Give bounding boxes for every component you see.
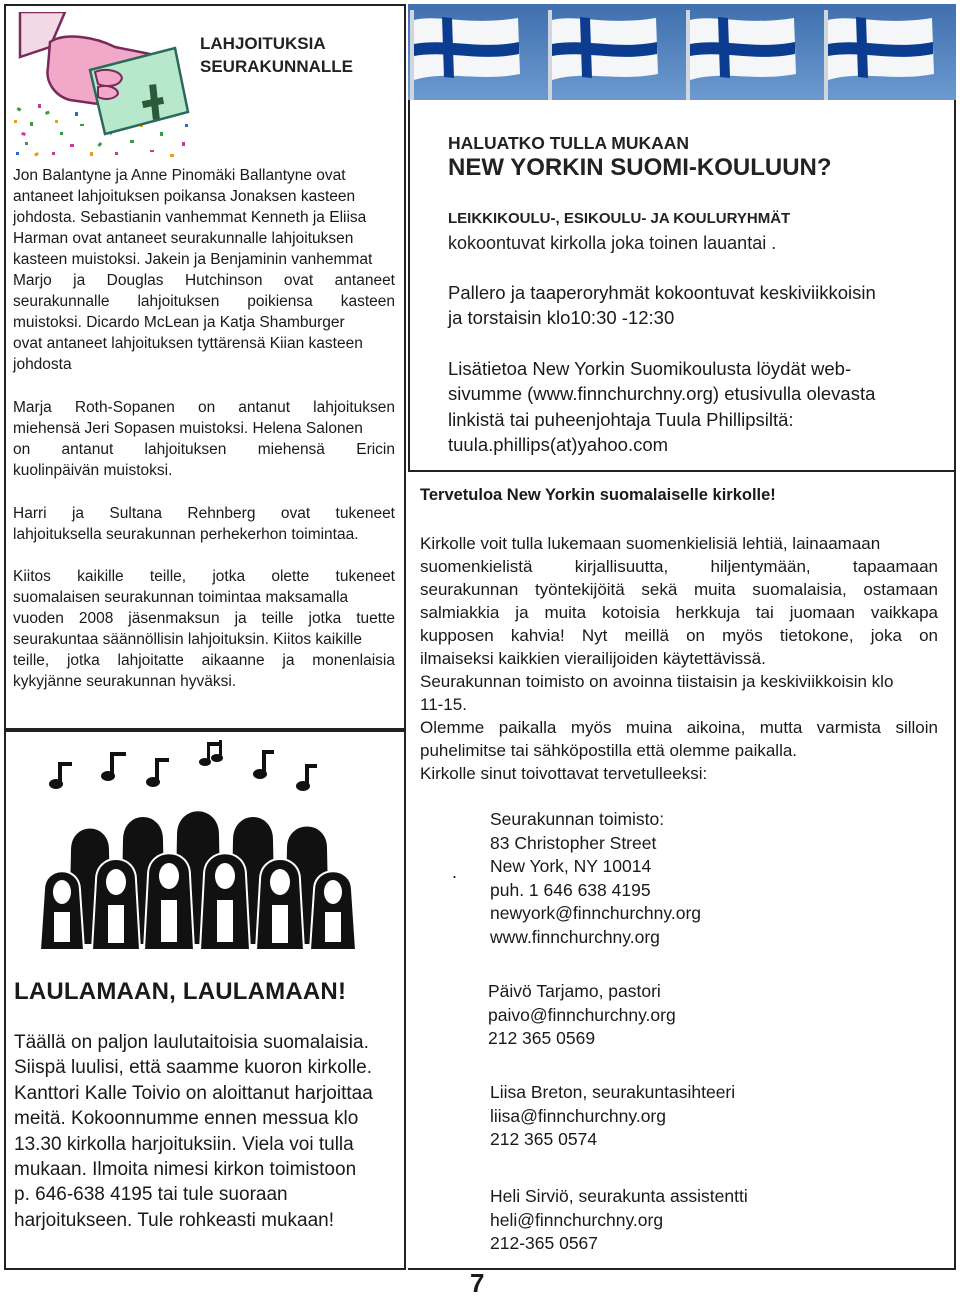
contact-secretary bbox=[490, 1081, 735, 1152]
donations-heading-line: LAHJOITUKSIA bbox=[200, 34, 326, 53]
text-line: p. 646-638 4195 tai tule suoraan bbox=[14, 1184, 288, 1206]
text-line: Harri ja Sultana Rehnberg ovat tukeneet bbox=[13, 505, 395, 522]
choir-heading: LAULAMAAN, LAULAMAAN! bbox=[14, 978, 347, 1005]
text-line: Liisa Breton, seurakuntasihteeri bbox=[490, 1082, 736, 1102]
text-line: seurakuntaa säännöllisin lahjoituksin. Kiitos kaikille bbox=[13, 631, 362, 648]
text-line: ilmaiseksi kaikkien vierailijoiden käytettävissä. bbox=[420, 649, 766, 668]
welcome-text bbox=[420, 532, 938, 785]
text-line: Kirkolle voit tulla lukemaan suomenkielisiä lehtiä, lainaamaan bbox=[420, 534, 881, 553]
text-line: newyork@finnchurchny.org bbox=[490, 903, 702, 923]
text-line: lahjoituksella seurakunnan perhekerhon toimintaa. bbox=[13, 526, 359, 543]
text-line: heli@finnchurchny.org bbox=[490, 1209, 664, 1230]
text-line: ovat antaneet lahjoituksen tyttärensä Kiian kasteen bbox=[13, 335, 363, 352]
text-line: Lisätietoa New Yorkin Suomikoulusta löydät web- bbox=[448, 358, 852, 379]
text-line: 11-15. bbox=[420, 695, 467, 714]
text-line: kuolinpäivän muistoksi. bbox=[13, 462, 173, 479]
text-line: Jon Balantyne ja Anne Pinomäki Ballantyne ovat bbox=[13, 167, 346, 184]
school-heading: NEW YORKIN SUOMI-KOULUUN? bbox=[448, 154, 832, 181]
text-line: seurakunnalle lahjoituksen poikiensa kasteen bbox=[13, 293, 395, 310]
school-groups-title: LEIKKIKOULU-, ESIKOULU- JA KOULURYHMÄT bbox=[448, 210, 791, 227]
text-line: kykyjänne seurakunnan hyväksi. bbox=[13, 673, 237, 690]
right-bottom-rule bbox=[408, 1268, 956, 1270]
text-line: Siispä luulisi, että saamme kuoron kirkolle. bbox=[14, 1057, 372, 1079]
text-line: 83 Christopher Street bbox=[490, 832, 657, 853]
text-line: meitä. Kokoonnumme ennen messua klo bbox=[14, 1108, 359, 1130]
text-line: liisa@finnchurchny.org bbox=[490, 1105, 666, 1126]
text-line: harjoitukseen. Tule rohkeasti mukaan! bbox=[14, 1209, 335, 1231]
text-line: paivo@finnchurchny.org bbox=[488, 1004, 676, 1025]
contact-assistant bbox=[490, 1185, 748, 1256]
donations-paragraph-4 bbox=[13, 566, 395, 692]
text-line: New York, NY 10014 bbox=[490, 856, 652, 876]
choir-illustration bbox=[40, 740, 360, 950]
text-line: puhelimitse tai sähköpostilla että olemme paikalla. bbox=[420, 741, 798, 760]
stray-dot: . bbox=[452, 862, 458, 882]
school-info bbox=[448, 356, 875, 457]
text-line: Marjo ja Douglas Hutchinson ovat antaneet bbox=[13, 272, 395, 289]
text-line: Kiitos kaikille teille, jotka olette tukeneet bbox=[13, 568, 395, 585]
text-line: Seurakunnan toimisto: bbox=[490, 809, 665, 829]
donations-paragraph-3 bbox=[13, 503, 395, 545]
text-line: 13.30 kirkolla harjoituksiin. Viela voi tulla bbox=[14, 1133, 354, 1155]
finnish-flags-photo bbox=[408, 4, 956, 100]
contact-office bbox=[490, 808, 701, 949]
text-line: Harman ovat antaneet seurakunnalle lahjoituksen bbox=[13, 230, 354, 247]
text-line: Marja Roth-Sopanen on antanut lahjoituksen bbox=[13, 399, 395, 416]
text-line: Olemme paikalla myös muina aikoina, mutta varmista silloin bbox=[420, 718, 938, 737]
text-line: johdosta. Sebastianin vanhemmat Kenneth ja Eliisa bbox=[13, 209, 367, 226]
text-line: miehensä Jeri Sopasen muistoksi. Helena Salonen bbox=[13, 420, 363, 437]
text-line: muistoksi. Dicardo McLean ja Katja Shamburger bbox=[13, 314, 345, 331]
donations-heading bbox=[200, 32, 353, 78]
donations-heading-line: SEURAKUNNALLE bbox=[200, 57, 353, 76]
text-line: kasteen muistoksi. Jakein ja Benjaminin vanhemmat bbox=[13, 251, 373, 268]
text-line: seurakunnan työntekijöitä sekä muita suomalaisia, ostamaan bbox=[420, 580, 938, 599]
welcome-heading: Tervetuloa New Yorkin suomalaiselle kirkolle! bbox=[420, 486, 776, 504]
text-line: johdosta bbox=[13, 356, 72, 373]
school-pallero bbox=[448, 280, 876, 330]
right-border-line bbox=[954, 472, 956, 1270]
text-line: Päivö Tarjamo, pastori bbox=[488, 981, 661, 1001]
text-line: kupposen kahvia! Nyt meillä on myös tietokone, joka on bbox=[420, 626, 938, 645]
contact-pastor bbox=[488, 980, 676, 1051]
text-line: linkistä tai puheenjohtaja Tuula Phillipsiltä: bbox=[448, 408, 794, 430]
text-line: antaneet lahjoituksen poikansa Jonaksen kasteen bbox=[13, 188, 356, 205]
text-line: 212 365 0569 bbox=[488, 1028, 596, 1048]
text-line: Täällä on paljon laulutaitoisia suomalaisia. bbox=[14, 1032, 369, 1053]
text-line: 212-365 0567 bbox=[490, 1233, 599, 1253]
text-line: www.finnchurchny.org bbox=[490, 926, 660, 947]
text-line: vuoden 2008 jäsenmaksun ja teille jotka tuette bbox=[13, 610, 395, 627]
text-line: salmiakkia ja muita kotoisia herkkuja tai juomaan vaikkapa bbox=[420, 603, 938, 622]
text-line: Seurakunnan toimisto on avoinna tiistaisin ja keskiviikkoisin klo bbox=[420, 672, 894, 691]
text-line: teille, jotka lahjoitatte aikaanne ja monenlaisia bbox=[13, 652, 395, 669]
school-groups-text: kokoontuvat kirkolla joka toinen lauantai . bbox=[448, 233, 777, 253]
choir-text bbox=[14, 1030, 373, 1233]
text-line: suomenkielistä kirjallisuutta, hiljentymään, tapaamaan bbox=[420, 557, 938, 576]
donation-hand-illustration bbox=[10, 12, 190, 162]
school-kicker: HALUATKO TULLA MUKAAN bbox=[448, 133, 690, 153]
text-line: suomalaisen seurakunnan toimintaa maksamalla bbox=[13, 589, 349, 606]
text-line: sivumme (www.finnchurchny.org) etusivulla olevasta bbox=[448, 383, 876, 405]
text-line: tuula.phillips(at)yahoo.com bbox=[448, 433, 669, 455]
text-line: ja torstaisin klo10:30 -12:30 bbox=[448, 307, 675, 328]
text-line: Kanttori Kalle Toivio on aloittanut harjoittaa bbox=[14, 1082, 373, 1104]
donations-paragraph-2 bbox=[13, 397, 395, 481]
text-line: mukaan. Ilmoita nimesi kirkon toimistoon bbox=[14, 1159, 357, 1181]
text-line: puh. 1 646 638 4195 bbox=[490, 879, 651, 900]
text-line: 212 365 0574 bbox=[490, 1129, 598, 1149]
page-number: 7 bbox=[470, 1268, 485, 1298]
donations-paragraph-1 bbox=[13, 165, 395, 375]
text-line: on antanut lahjoituksen miehensä Ericin bbox=[13, 441, 395, 458]
text-line: Pallero ja taaperoryhmät kokoontuvat keskiviikkoisin bbox=[448, 282, 876, 303]
text-line: Heli Sirviö, seurakunta assistentti bbox=[490, 1186, 748, 1206]
text-line: Kirkolle sinut toivottavat tervetulleeksi: bbox=[420, 764, 708, 783]
